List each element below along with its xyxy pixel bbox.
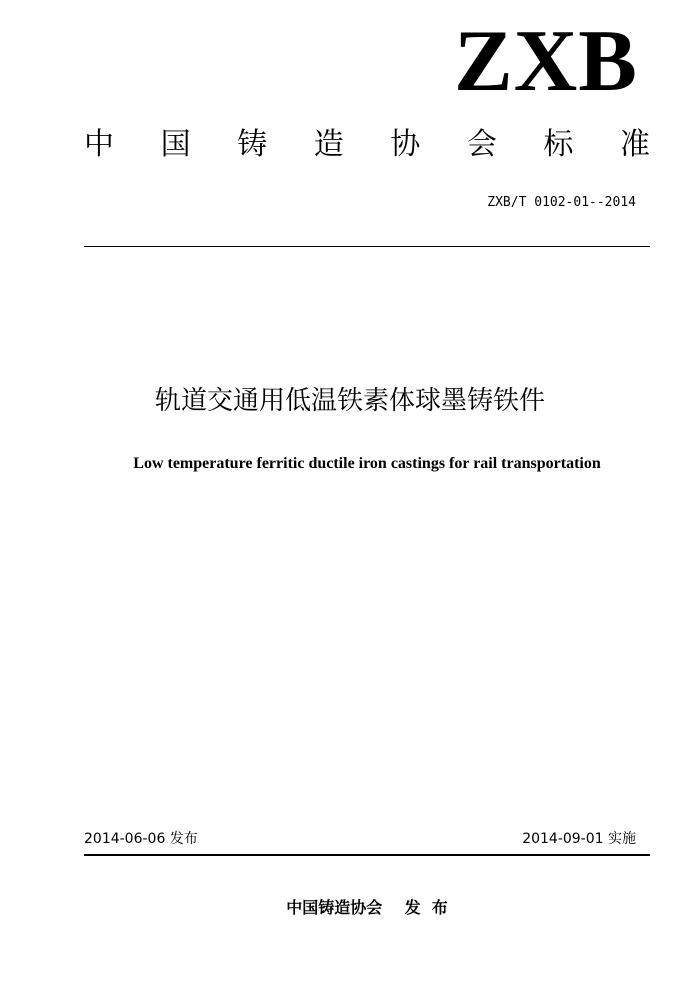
org-title-char: 准	[619, 127, 650, 162]
document-number: ZXB/T 0102-01--2014	[487, 195, 636, 210]
footer-divider	[84, 854, 650, 856]
standard-logo: ZXB	[454, 13, 638, 110]
org-title-char: 会	[466, 127, 497, 162]
org-title-char: 铸	[237, 127, 268, 162]
org-title-char: 中	[84, 127, 114, 162]
org-title-char: 标	[543, 127, 574, 162]
document-title-chinese: 轨道交通用低温铁素体球墨铸铁件	[154, 386, 545, 416]
effective-date: 2014-09-01 实施	[522, 831, 636, 847]
org-title-char: 协	[390, 127, 421, 162]
header-divider	[84, 246, 650, 247]
org-standard-title	[84, 127, 650, 162]
org-title-char: 造	[313, 127, 344, 162]
document-title-english: Low temperature ferritic ductile iron castings for rail transportation	[133, 455, 601, 472]
issue-date: 2014-06-06 发布	[84, 831, 198, 847]
org-title-char: 国	[160, 127, 191, 162]
publisher: 中国铸造协会 发 布	[286, 898, 448, 917]
